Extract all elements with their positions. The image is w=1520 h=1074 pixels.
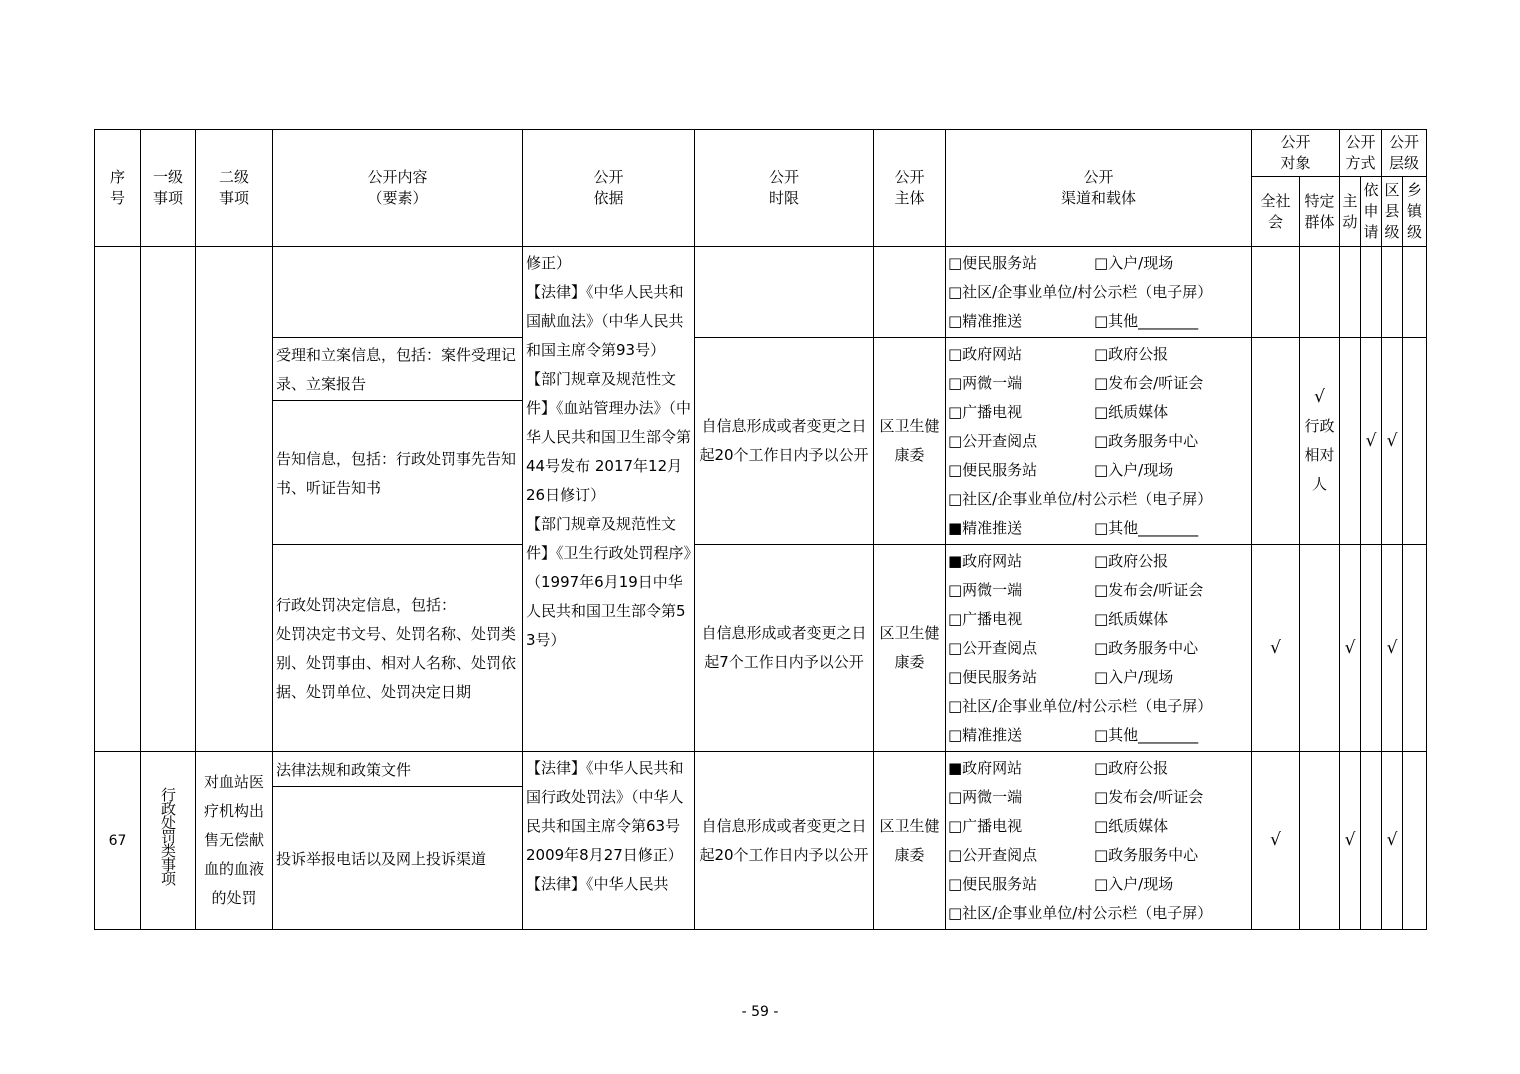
channel-option: □发布会/听证会 bbox=[1094, 788, 1204, 806]
level-district-cell bbox=[1382, 247, 1403, 338]
channel-option: □便民服务站 bbox=[948, 254, 1038, 272]
channel-option: □便民服务站 bbox=[948, 668, 1038, 686]
level1-text: 行政处罚类事项 bbox=[159, 786, 177, 885]
subject-text: 区卫生健康委 bbox=[879, 417, 940, 464]
header-content: 公开内容 （要素） bbox=[273, 130, 523, 247]
channel-option: □入户/现场 bbox=[1094, 668, 1174, 686]
target-specific-cell bbox=[1300, 752, 1340, 930]
content-cell bbox=[273, 338, 523, 401]
channel-option: □纸质媒体 bbox=[1094, 817, 1169, 835]
channel-option: □其他________ bbox=[1094, 312, 1199, 330]
target-specific-cell bbox=[1300, 545, 1340, 752]
level1-cell bbox=[141, 247, 196, 752]
header-level1: 一级事项 bbox=[141, 130, 196, 247]
check-mark: √ bbox=[1344, 830, 1356, 850]
content-cell bbox=[273, 401, 523, 545]
target-all-cell bbox=[1252, 545, 1300, 752]
check-mark: √ bbox=[1270, 637, 1281, 658]
check-mark: √ bbox=[1386, 637, 1398, 658]
channel-option: □公开查阅点 bbox=[948, 432, 1038, 450]
seq-number: 67 bbox=[108, 832, 127, 849]
channel-option: □两微一端 bbox=[948, 581, 1023, 599]
check-mark: √ bbox=[1270, 830, 1281, 850]
method-request-cell bbox=[1361, 545, 1382, 752]
content-cell bbox=[273, 752, 523, 787]
seq-cell bbox=[95, 247, 141, 752]
time-cell bbox=[695, 338, 874, 545]
header-level2: 二级事项 bbox=[196, 130, 273, 247]
subject-cell bbox=[874, 247, 946, 338]
time-cell bbox=[695, 247, 874, 338]
channel-option: □政府公报 bbox=[1094, 552, 1169, 570]
channel-option: ■政府网站 bbox=[948, 552, 1023, 570]
target-specific-cell bbox=[1300, 338, 1340, 545]
channel-option: □发布会/听证会 bbox=[1094, 581, 1204, 599]
channel-option: □精准推送 bbox=[948, 312, 1023, 330]
channel-option: □入户/现场 bbox=[1094, 461, 1174, 479]
level-town-cell bbox=[1403, 338, 1427, 545]
method-active-cell bbox=[1340, 545, 1361, 752]
time-text: 自信息形成或者变更之日起20个工作日内予以公开 bbox=[699, 417, 869, 464]
level2-text: 对血站医疗机构出售无偿献血的血液的处罚 bbox=[203, 773, 264, 907]
channel-option: □入户/现场 bbox=[1094, 875, 1174, 893]
channel-option: □广播电视 bbox=[948, 403, 1023, 421]
basis-text: 修正） 【法律】《中华人民共和国献血法》（中华人民共和国主席令第93号） 【部门规章及规范性文件】《血站管理办法》（中华人民共和国卫生部令第44号发布 2017年12月26日修订） 【部门规章及规范性文件】《卫生行政处罚程序》（1997年6月19日中华人民共和国卫生部令第53号） bbox=[526, 254, 692, 649]
time-cell bbox=[695, 545, 874, 752]
level2-cell bbox=[196, 752, 273, 930]
level2-cell bbox=[196, 247, 273, 752]
basis-text: 【法律】《中华人民共和国行政处罚法》（中华人民共和国主席令第63号 2009年8月27日修正） 【法律】《中华人民共 bbox=[526, 759, 684, 893]
subject-text: 区卫生健康委 bbox=[879, 816, 940, 864]
level-district-cell bbox=[1382, 338, 1403, 545]
method-request-cell bbox=[1361, 247, 1382, 338]
method-active-cell bbox=[1340, 338, 1361, 545]
header-method-active: 主动 bbox=[1340, 177, 1361, 247]
header-seq: 序号 bbox=[95, 130, 141, 247]
level-district-cell bbox=[1382, 752, 1403, 930]
header-level-district: 区县级 bbox=[1382, 177, 1403, 247]
method-active-cell bbox=[1340, 247, 1361, 338]
channel-option: □社区/企事业单位/村公示栏（电子屏） bbox=[948, 697, 1213, 715]
check-mark: √ bbox=[1314, 387, 1325, 407]
content-text: 处罚决定书文号、处罚名称、处罚类别、处罚事由、相对人名称、处罚依据、处罚单位、处罚决定日期 bbox=[276, 625, 517, 701]
time-text: 自信息形成或者变更之日起7个工作日内予以公开 bbox=[701, 624, 867, 671]
method-request-cell bbox=[1361, 338, 1382, 545]
channel-option: □社区/企事业单位/村公示栏（电子屏） bbox=[948, 904, 1213, 922]
subject-cell bbox=[874, 338, 946, 545]
channel-option: □政务服务中心 bbox=[1094, 639, 1199, 657]
content-cell bbox=[273, 787, 523, 930]
channel-option: □两微一端 bbox=[948, 374, 1023, 392]
channel-cell bbox=[946, 752, 1252, 930]
check-mark: √ bbox=[1386, 430, 1398, 451]
subject-cell bbox=[874, 752, 946, 930]
channel-option: □便民服务站 bbox=[948, 875, 1038, 893]
channel-option: □入户/现场 bbox=[1094, 254, 1174, 272]
header-basis: 公开 依据 bbox=[523, 130, 695, 247]
channel-option: □社区/企事业单位/村公示栏（电子屏） bbox=[948, 490, 1213, 508]
level1-cell bbox=[141, 752, 196, 930]
level-town-cell bbox=[1403, 545, 1427, 752]
check-mark: √ bbox=[1365, 430, 1377, 451]
target-all-cell bbox=[1252, 247, 1300, 338]
content-cell bbox=[273, 247, 523, 338]
check-mark: √ bbox=[1386, 830, 1398, 850]
channel-option: □精准推送 bbox=[948, 726, 1023, 744]
subject-cell bbox=[874, 545, 946, 752]
subject-text: 区卫生健康委 bbox=[879, 624, 940, 671]
channel-option: □政府公报 bbox=[1094, 759, 1169, 777]
header-target-group: 公开对象 bbox=[1252, 130, 1340, 177]
header-target-all: 全社会 bbox=[1252, 177, 1300, 247]
channel-option: □广播电视 bbox=[948, 610, 1023, 628]
channel-option: □政府网站 bbox=[948, 345, 1023, 363]
header-method-request: 依申请 bbox=[1361, 177, 1382, 247]
target-specific-text: 行政相对人 bbox=[1304, 417, 1335, 493]
page-number: - 59 - bbox=[741, 1004, 779, 1020]
channel-cell bbox=[946, 338, 1252, 545]
channel-cell bbox=[946, 545, 1252, 752]
content-text: 投诉举报电话以及网上投诉渠道 bbox=[276, 849, 487, 868]
channel-option: □公开查阅点 bbox=[948, 846, 1038, 864]
content-cell bbox=[273, 545, 523, 752]
channel-option: □政务服务中心 bbox=[1094, 432, 1199, 450]
header-level-group: 公开层级 bbox=[1382, 130, 1427, 177]
channel-option: □广播电视 bbox=[948, 817, 1023, 835]
level-district-cell bbox=[1382, 545, 1403, 752]
channel-option: ■政府网站 bbox=[948, 759, 1023, 777]
channel-option: □纸质媒体 bbox=[1094, 403, 1169, 421]
channel-option: □政府公报 bbox=[1094, 345, 1169, 363]
method-active-cell bbox=[1340, 752, 1361, 930]
seq-cell bbox=[95, 752, 141, 930]
time-cell bbox=[695, 752, 874, 930]
header-level-town: 乡镇级 bbox=[1403, 177, 1427, 247]
level-town-cell bbox=[1403, 752, 1427, 930]
disclosure-table bbox=[94, 129, 1427, 930]
channel-option: □其他________ bbox=[1094, 519, 1199, 537]
basis-cell bbox=[523, 752, 695, 930]
channel-option: □社区/企事业单位/村公示栏（电子屏） bbox=[948, 283, 1213, 301]
header-subject: 公开 主体 bbox=[874, 130, 946, 247]
channel-option: □两微一端 bbox=[948, 788, 1023, 806]
header-channel: 公开 渠道和载体 bbox=[946, 130, 1252, 247]
method-request-cell bbox=[1361, 752, 1382, 930]
level-town-cell bbox=[1403, 247, 1427, 338]
content-text: 受理和立案信息，包括：案件受理记录、立案报告 bbox=[276, 346, 517, 393]
content-text: 法律法规和政策文件 bbox=[276, 760, 412, 779]
basis-cell bbox=[523, 247, 695, 752]
channel-option: □政务服务中心 bbox=[1094, 846, 1199, 864]
channel-option: □公开查阅点 bbox=[948, 639, 1038, 657]
target-specific-cell bbox=[1300, 247, 1340, 338]
content-title: 行政处罚决定信息，包括： bbox=[276, 596, 457, 614]
channel-option: □其他________ bbox=[1094, 726, 1199, 744]
content-text: 告知信息，包括：行政处罚事先告知书、听证告知书 bbox=[276, 449, 517, 497]
channel-option: □便民服务站 bbox=[948, 461, 1038, 479]
check-mark: √ bbox=[1344, 637, 1356, 658]
target-all-cell bbox=[1252, 338, 1300, 545]
header-time: 公开 时限 bbox=[695, 130, 874, 247]
channel-option: ■精准推送 bbox=[948, 519, 1023, 537]
channel-cell bbox=[946, 247, 1252, 338]
time-text: 自信息形成或者变更之日起20个工作日内予以公开 bbox=[699, 816, 869, 864]
header-target-specific: 特定群体 bbox=[1300, 177, 1340, 247]
target-all-cell bbox=[1252, 752, 1300, 930]
channel-option: □发布会/听证会 bbox=[1094, 374, 1204, 392]
channel-option: □纸质媒体 bbox=[1094, 610, 1169, 628]
header-method-group: 公开方式 bbox=[1340, 130, 1382, 177]
